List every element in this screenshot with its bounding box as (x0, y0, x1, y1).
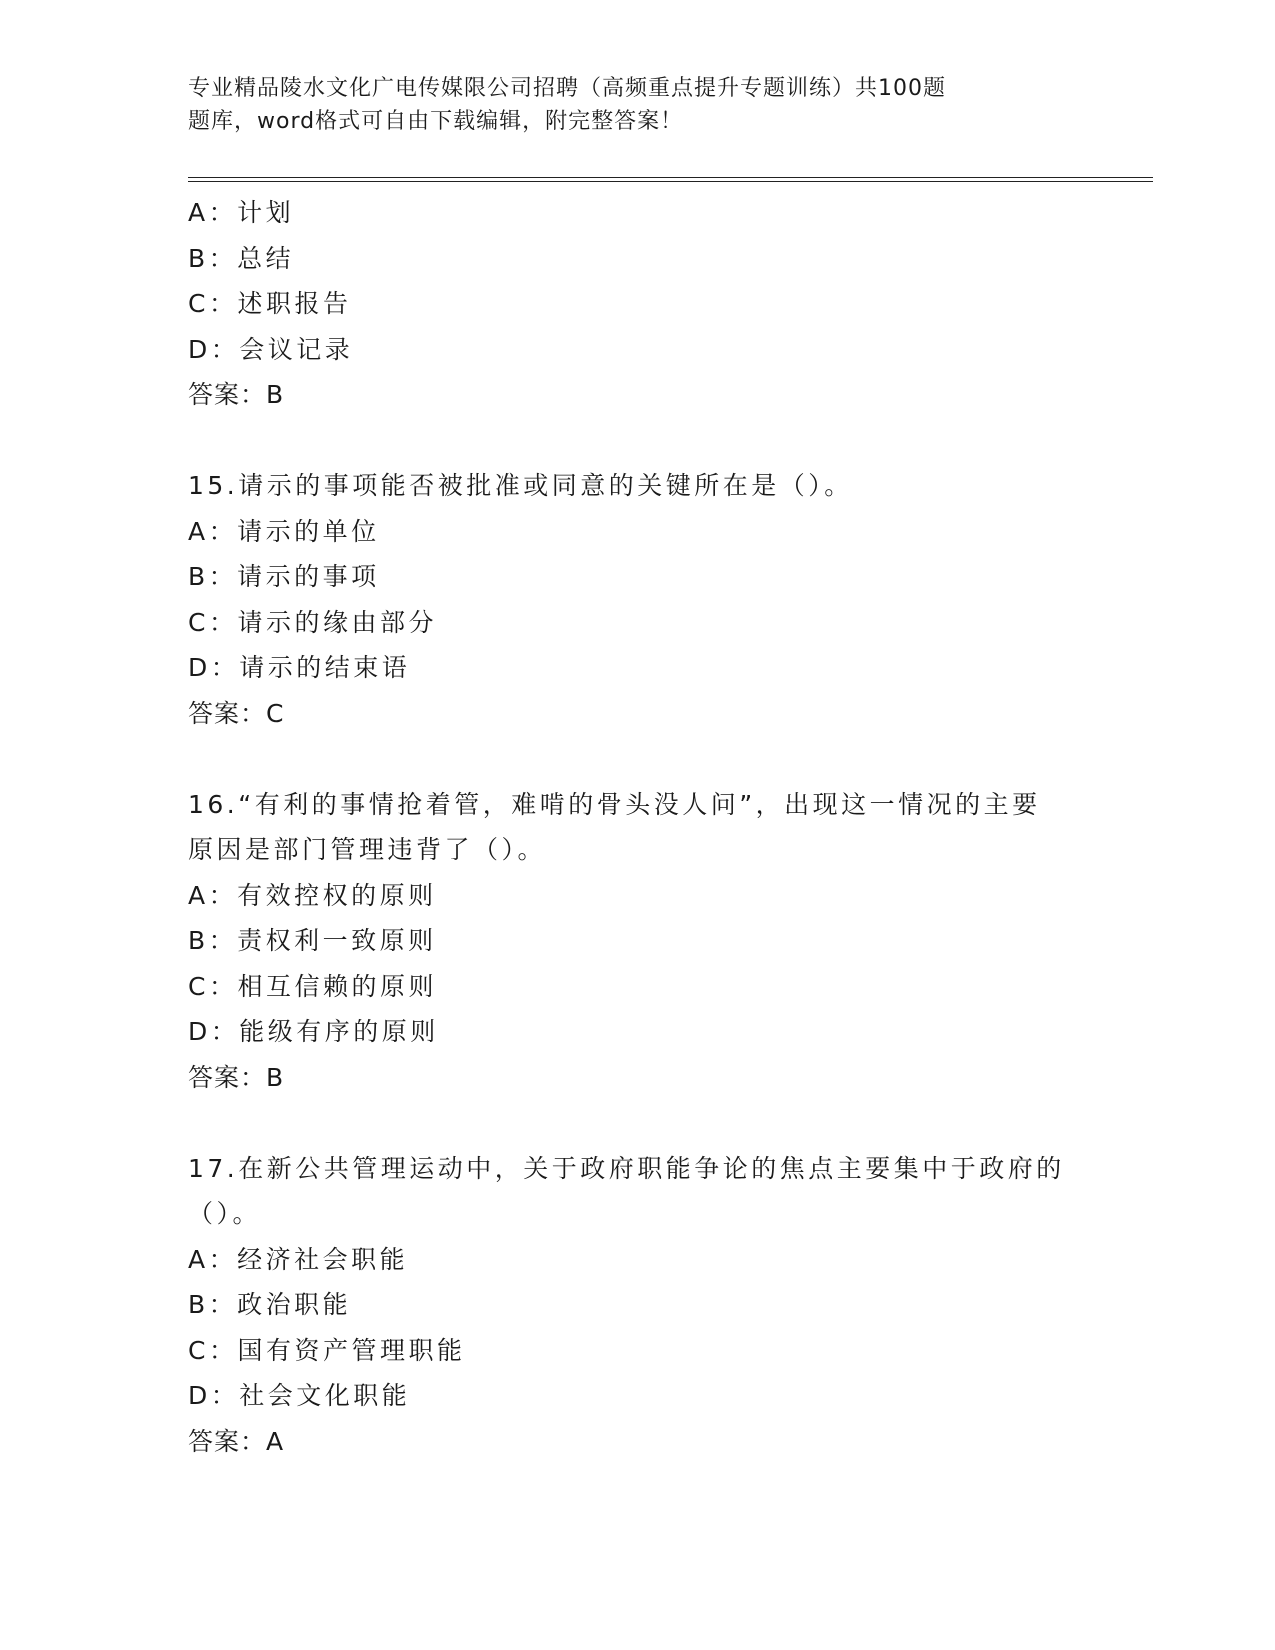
header-title-line-1: 专业精品陵水文化广电传媒限公司招聘（高频重点提升专题训练）共100题 (188, 76, 946, 101)
option-b: B：责权利一致原则 (188, 926, 437, 955)
option-a: A：计划 (188, 198, 295, 227)
answer-line: 答案：B (188, 380, 285, 409)
spacer (188, 736, 1088, 782)
question-stem: 16.“有利的事情抢着管，难啃的骨头没人问”，出现这一情况的主要 (188, 789, 1041, 819)
option-d: D：请示的结束语 (188, 653, 411, 682)
answer-line: 答案：B (188, 1062, 285, 1092)
question-stem-continued: 原因是部门管理违背了（）。 (188, 835, 547, 864)
question-stem: 15.请示的事项能否被批准或同意的关键所在是（）。 (188, 471, 853, 500)
question-14-continuation (188, 190, 1088, 418)
option-c: C：述职报告 (188, 289, 352, 318)
option-d: D：会议记录 (188, 334, 354, 364)
spacer (188, 418, 1088, 464)
question-16 (188, 782, 1088, 1101)
document-header (188, 72, 1028, 138)
option-a: A：请示的单位 (188, 516, 380, 546)
answer-line: 答案：C (188, 698, 285, 728)
option-b: B：请示的事项 (188, 562, 380, 591)
question-stem: 17.在新公共管理运动中，关于政府职能争论的焦点主要集中于政府的 (188, 1153, 1065, 1183)
option-c: C：相互信赖的原则 (188, 971, 437, 1001)
question-15 (188, 463, 1088, 736)
option-c: C：国有资产管理职能 (188, 1335, 466, 1365)
option-a: A：经济社会职能 (188, 1244, 409, 1274)
spacer (188, 1100, 1088, 1146)
header-divider-top (188, 177, 1153, 178)
option-c: C：请示的缘由部分 (188, 607, 437, 637)
question-17 (188, 1146, 1088, 1465)
question-stem-continued: （）。 (188, 1199, 262, 1228)
option-d: D：社会文化职能 (188, 1381, 411, 1410)
option-b: B：政治职能 (188, 1290, 352, 1319)
option-b: B：总结 (188, 243, 295, 273)
question-list (188, 190, 1088, 1464)
option-d: D：能级有序的原则 (188, 1017, 439, 1046)
header-divider-bottom (188, 181, 1153, 182)
option-a: A：有效控权的原则 (188, 880, 437, 910)
answer-line: 答案：A (188, 1426, 285, 1456)
header-title-line-2: 题库，word格式可自由下载编辑，附完整答案！ (188, 109, 684, 134)
